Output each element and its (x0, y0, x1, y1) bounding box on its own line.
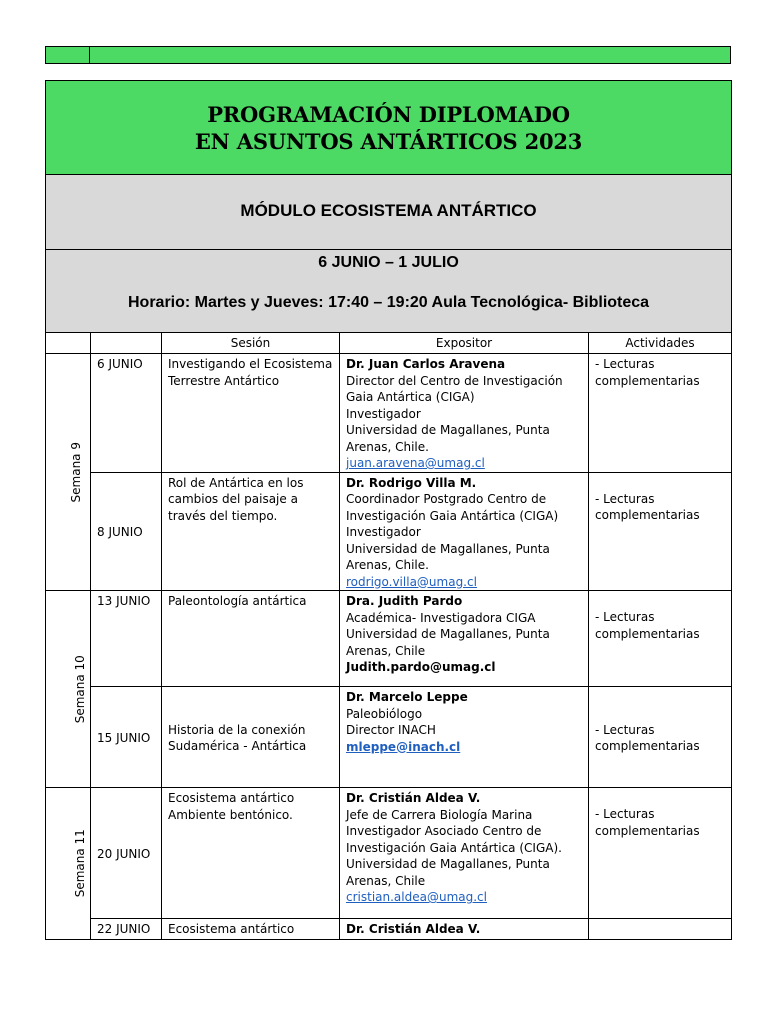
speaker-name: Dr. Juan Carlos Aravena (346, 357, 506, 371)
speaker-detail: Universidad de Magallanes, Punta Arenas, Chile (346, 857, 550, 888)
table-row (46, 472, 732, 591)
speaker-detail: Universidad de Magallanes, Punta Arenas, Chile. (346, 423, 550, 454)
table-row (46, 354, 732, 473)
row-date: 6 JUNIO (91, 354, 162, 473)
row-date: 22 JUNIO (91, 919, 162, 940)
dates-block (46, 250, 732, 333)
week-label: Semana 11 (46, 788, 91, 940)
email-link[interactable]: rodrigo.villa@umag.cl (346, 574, 477, 589)
row-speaker (340, 591, 589, 687)
module-heading (46, 175, 732, 250)
row-date: 8 JUNIO (91, 472, 162, 591)
row-activity: - Lecturas complementarias (589, 354, 732, 473)
speaker-detail: Universidad de Magallanes, Punta Arenas, Chile. (346, 541, 550, 572)
schedule-text: Horario: Martes y Jueves: 17:40 – 19:20 Aula Tecnológica- Biblioteca (127, 294, 650, 311)
speaker-detail: Director del Centro de Investigación Gaia Antártica (CIGA) (346, 373, 563, 404)
speaker-detail: Investigador (346, 406, 421, 421)
row-session: Rol de Antártica en los cambios del paisaje a través del tiempo. (162, 472, 340, 591)
table-row (46, 788, 732, 919)
speaker-name: Dr. Rodrigo Villa M. (346, 475, 477, 490)
header-activities: Actividades (589, 333, 732, 354)
row-activity (589, 919, 732, 940)
column-header-row (46, 333, 732, 354)
speaker-name: Dr. Marcelo Leppe (346, 690, 468, 704)
speaker-detail: Universidad de Magallanes, Punta Arenas, Chile (346, 627, 550, 658)
row-speaker (340, 354, 589, 473)
table-row (46, 687, 732, 788)
speaker-detail: Coordinador Postgrado Centro de Investigación Gaia Antártica (CIGA) (346, 492, 559, 523)
program-table (45, 80, 732, 940)
row-session: Ecosistema antártico (162, 919, 340, 940)
speaker-detail: Académica- Investigadora CIGA (346, 610, 536, 625)
email-text: Judith.pardo@umag.cl (346, 660, 496, 674)
header-speaker: Expositor (340, 333, 589, 354)
row-date: 20 JUNIO (91, 788, 162, 919)
module-title: MÓDULO ECOSISTEMA ANTÁRTICO (240, 201, 537, 221)
row-speaker (340, 472, 589, 591)
email-link[interactable]: juan.aravena@umag.cl (346, 456, 485, 470)
speaker-name: Dr. Cristián Aldea V. (346, 791, 481, 805)
header-empty-2 (91, 333, 162, 354)
title-line-1: PROGRAMACIÓN DIPLOMADO (207, 101, 570, 127)
speaker-detail: Paleobiólogo (346, 706, 423, 721)
table-row (46, 591, 732, 687)
speaker-name: Dr. Cristián Aldea V. (340, 919, 589, 940)
email-link[interactable]: mleppe@inach.cl (346, 739, 461, 754)
row-date: 13 JUNIO (91, 591, 162, 687)
row-speaker (340, 788, 589, 919)
date-range: 6 JUNIO – 1 JULIO (318, 254, 459, 271)
title-line-2: EN ASUNTOS ANTÁRTICOS 2023 (194, 128, 583, 154)
speaker-name: Dra. Judith Pardo (346, 594, 463, 608)
row-session: Historia de la conexión Sudamérica - Antártica (162, 687, 340, 788)
header-session: Sesión (162, 333, 340, 354)
row-activity: - Lecturas complementarias (589, 591, 732, 687)
speaker-detail: Investigador Asociado Centro de Investigación Gaia Antártica (CIGA). (346, 824, 562, 855)
email-link[interactable]: cristian.aldea@umag.cl (346, 890, 487, 904)
row-activity: - Lecturas complementarias (589, 687, 732, 788)
table-row (46, 919, 732, 940)
top-green-bar (45, 46, 731, 64)
row-session: Ecosistema antártico Ambiente bentónico. (162, 788, 340, 919)
speaker-detail: Investigador (346, 525, 421, 539)
row-activity: - Lecturas complementarias (589, 788, 732, 919)
row-session: Investigando el Ecosistema Terrestre Antártico (162, 354, 340, 473)
speaker-detail: Jefe de Carrera Biología Marina (346, 807, 533, 822)
header-empty-1 (46, 333, 91, 354)
top-bar-cell (46, 47, 90, 63)
speaker-detail: Director INACH (346, 723, 436, 737)
row-session: Paleontología antártica (162, 591, 340, 687)
program-title (46, 81, 732, 175)
row-activity: - Lecturas complementarias (589, 472, 732, 591)
week-label: Semana 9 (46, 354, 91, 591)
row-date: 15 JUNIO (91, 687, 162, 788)
row-speaker (340, 687, 589, 788)
week-label: Semana 10 (46, 591, 91, 788)
